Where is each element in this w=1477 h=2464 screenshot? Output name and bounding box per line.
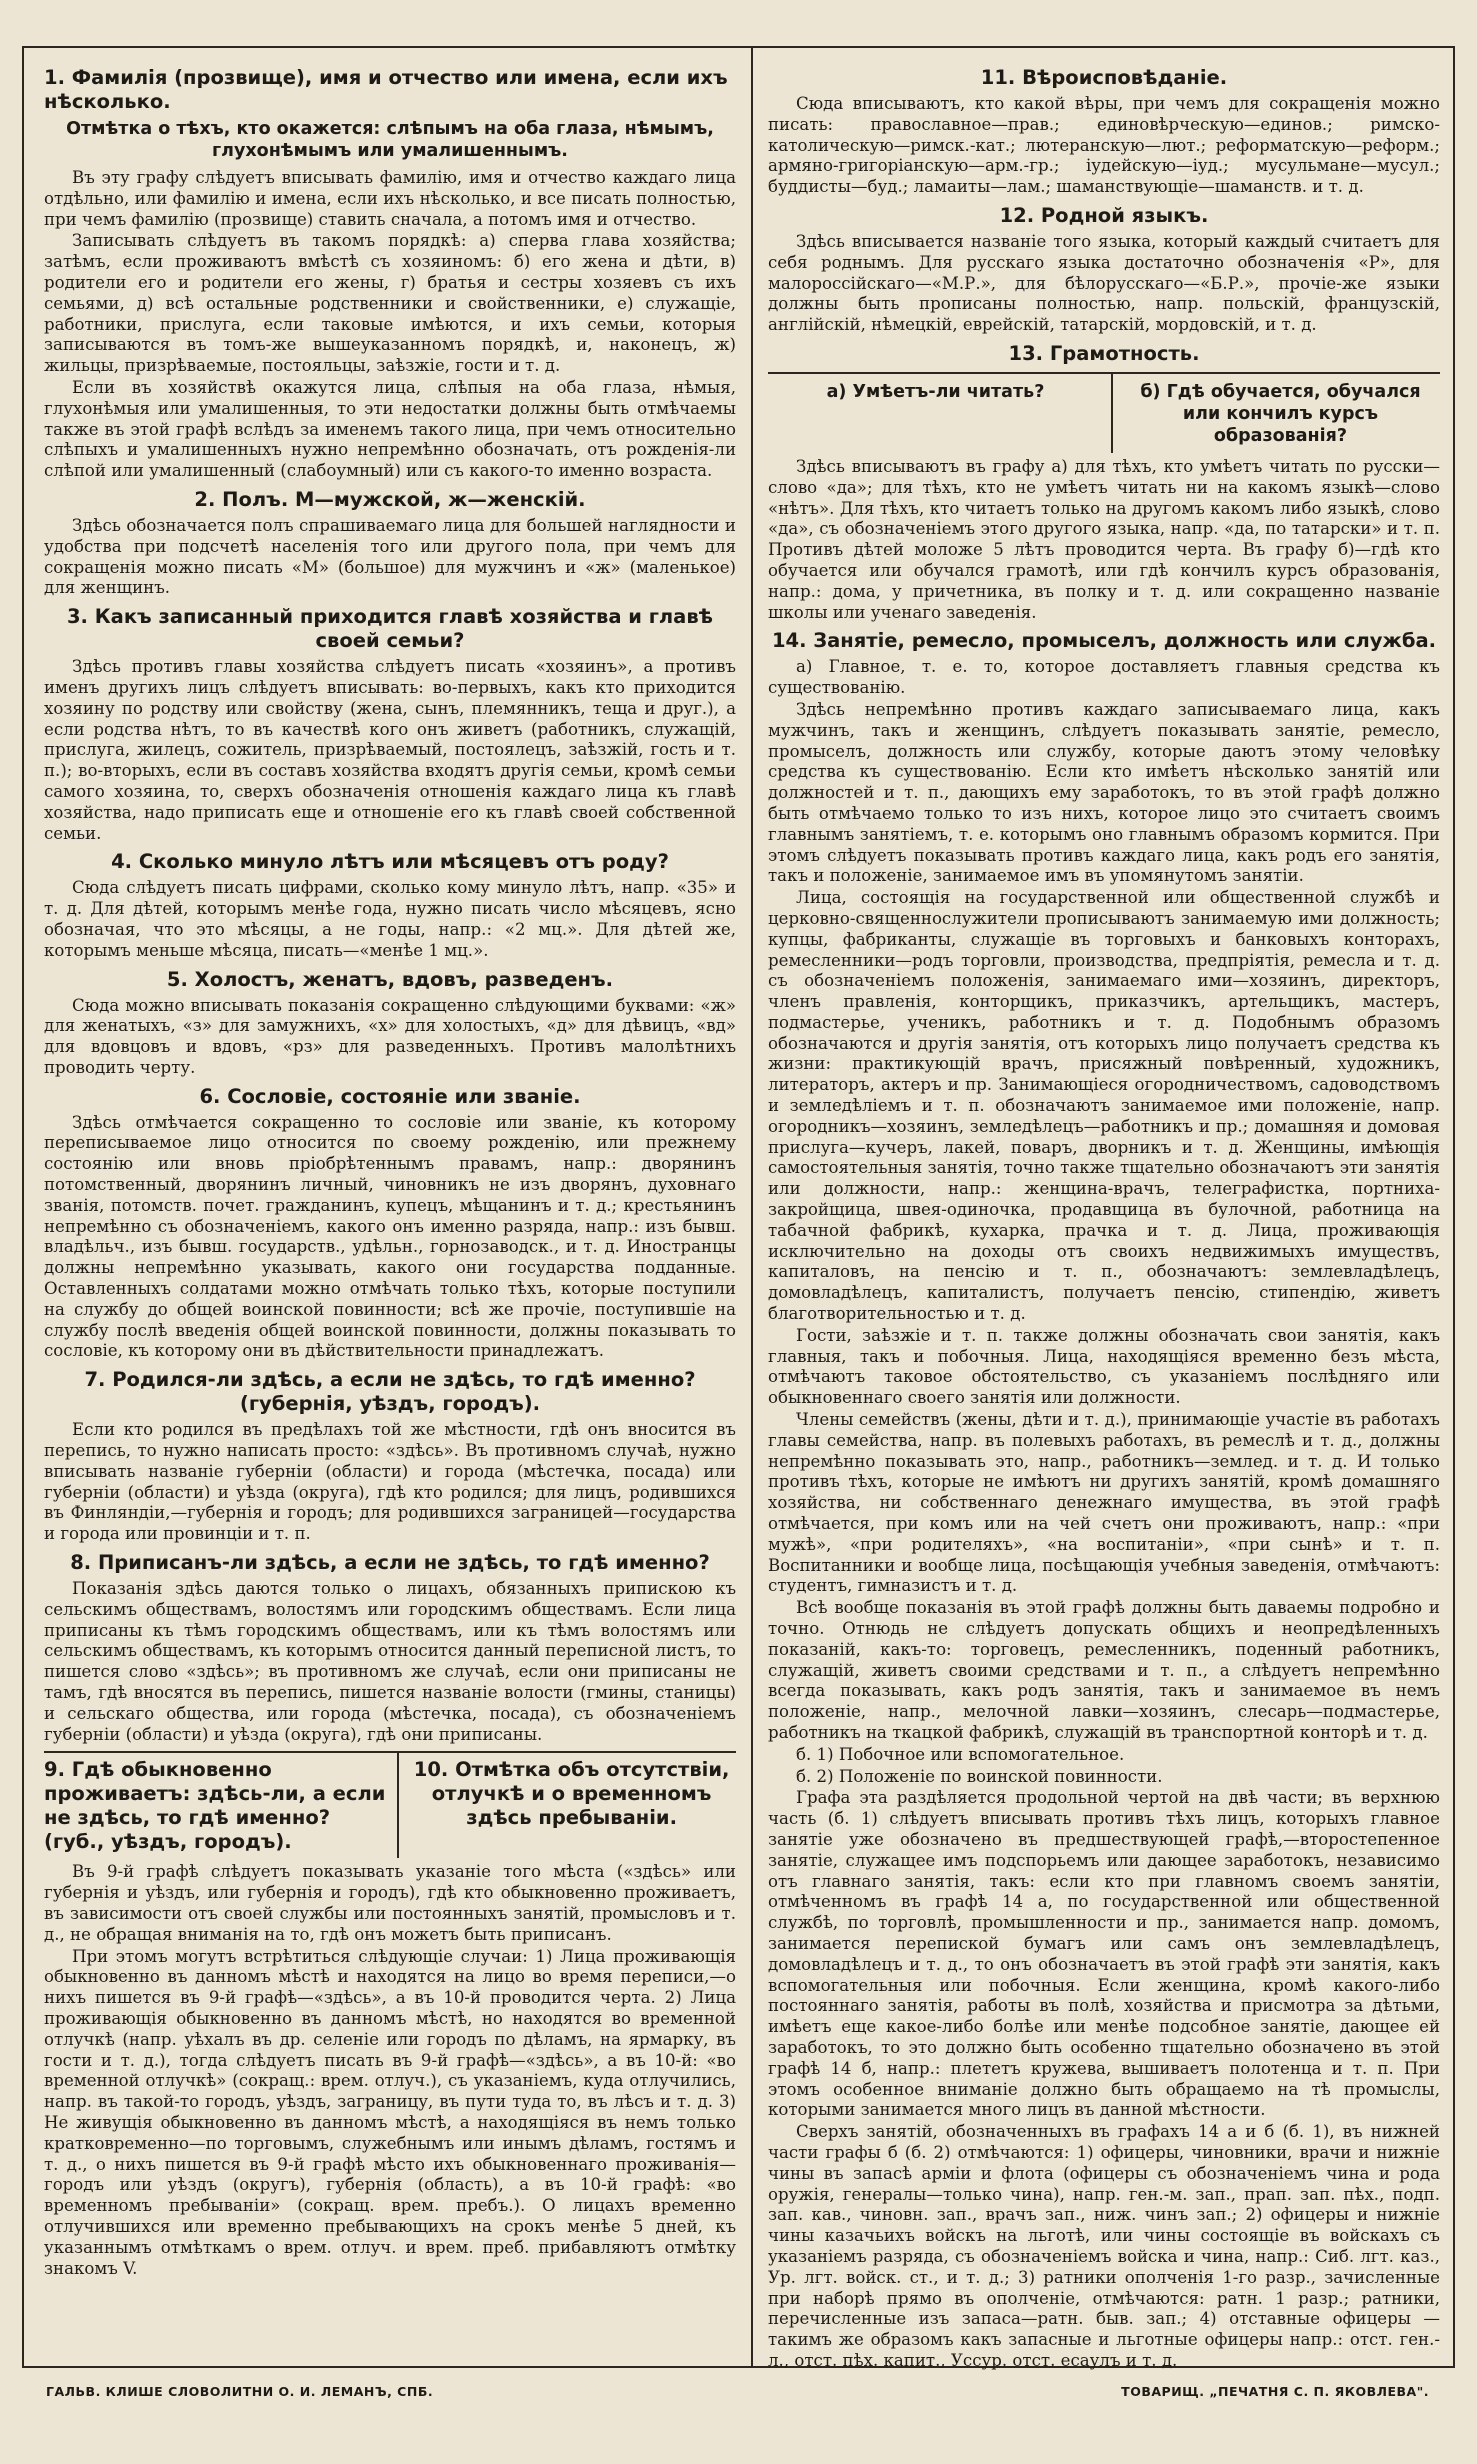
section-14-para-6: Всѣ вообще показанія въ этой графѣ должны быть даваемы подробно и точно. Отнюдь не слѣдуетъ допускать общихъ и неопредѣленныхъ показаній, какъ-то: торговецъ, ремесленникъ, поденный работникъ, служащій, живетъ своими средствами и т. п., а слѣдуетъ непремѣнно всегда показывать, какъ родъ занятія, такъ и занимаемое въ немъ положеніе, напр., мелочной лавки—хозяинъ, слесарь—подмастерье, работникъ на ткацкой фабрикѣ, служащій въ транспортной конторѣ и т. д. [768, 1598, 1440, 1742]
footer-left-imprint: ГАЛЬВ. КЛИШЕ СЛОВОЛИТНИ О. И. ЛЕМАНЪ, СПБ. [46, 2384, 434, 2399]
section-5-para-1: Сюда можно вписывать показанія сокращенно слѣдующими буквами: «ж» для женатыхъ, «з» для замужнихъ, «х» для холостыхъ, «д» для дѣвицъ, «вд» для вдовцовъ и вдовъ, «рз» для разведенныхъ. Противъ малолѣтнихъ проводить черту. [44, 995, 736, 1077]
section-11-para-1: Сюда вписываютъ, кто какой вѣры, при чемъ для сокращенія можно писать: православное—прав.; единовѣрческую—единов.; римско-католическую—римск.-кат.; лютеранскую—лют.; реформатскую—реформ.; армяно-григоріанскую—арм.-гр.; іудейскую—іуд.; мусульмане—мусул.; буддисты—буд.; ламаиты—лам.; шаманствующіе—шаманств. и т. д. [768, 94, 1440, 197]
section-4-title: 4. Сколько минуло лѣтъ или мѣсяцевъ отъ роду? [111, 850, 669, 874]
section-4-para-1: Сюда слѣдуетъ писать цифрами, сколько кому минуло лѣтъ, напр. «35» и т. д. Для дѣтей, которымъ менѣе года, нужно писать число мѣсяцевъ, ясно обозначая, что это мѣсяцы, а не годы, напр.: «2 мц.». Для дѣтей же, которымъ меньше мѣсяца, писать—«менѣе 1 мц.». [44, 878, 736, 960]
section-3-title: 3. Какъ записанный приходится главѣ хозяйства и главѣ своей семьи? [66, 605, 714, 653]
section-9-para-2: При этомъ могутъ встрѣтиться слѣдующіе случаи: 1) Лица проживающія обыкновенно въ данномъ мѣстѣ и находятся на лицо во время переписи,—о нихъ пишется въ 9-й графѣ—«здѣсь», а въ 10-й проводится черта. 2) Лица проживающія обыкновенно въ данномъ мѣстѣ, но находятся во временной отлучкѣ (напр. уѣхалъ въ др. селеніе или городъ по дѣламъ, на ярмарку, въ гости и т. д.), тогда слѣдуетъ писать въ 9-й графѣ—«здѣсь», а въ 10-й: «во временной отлучкѣ» (сокращ.: врем. отлуч.), съ указаніемъ, куда отлучились, напр. въ такой-то городъ, уѣздъ, заграницу, въ пути туда то, въ лѣсъ и т. д. 3) Не живущія обыкновенно въ данномъ мѣстѣ, а находящіяся въ немъ только кратковременно—по торговымъ, служебнымъ или инымъ дѣламъ, гостямъ и т. д., о нихъ пишется въ 9-й графѣ мѣсто ихъ обыкновеннаго проживанія—городъ или уѣздъ (округъ), губернія (область), а въ 10-й графѣ: «во временномъ пребываніи» (сокращ. врем. пребъ.). О лицахъ временно отлучившихся или временно пребывающихъ на срокъ менѣе 5 дней, къ указаннымъ отмѣткамъ о врем. отлуч. и врем. преб. прибавляютъ отмѣтку знакомъ V. [44, 1946, 736, 2278]
footer-right-imprint: ТОВАРИЩ. „ПЕЧАТНЯ С. П. ЯКОВЛЕВА". [1121, 2384, 1429, 2399]
section-14-b1-label: б. 1) Побочное или вспомогательное. [796, 1744, 1125, 1764]
section-13-title: 13. Грамотность. [1008, 341, 1200, 365]
section-1-para-3: Если въ хозяйствѣ окажутся лица, слѣпыя на оба глаза, нѣмыя, глухонѣмыя или умалишенныя, то эти недостатки должны быть отмѣчаемы также въ этой графѣ вслѣдъ за именемъ такого лица, при чемъ относительно слѣпыхъ и умалишенныхъ нужно непремѣнно обозначать, отъ рожденія-ли слѣпой или умалишенный (слабоумный) или съ какого-то именно возраста. [44, 377, 736, 481]
section-13-para-1: Здѣсь вписываютъ въ графу а) для тѣхъ, кто умѣетъ читать по русски—слово «да»; для тѣхъ, кто не умѣетъ читать ни на какомъ языкѣ—слово «нѣтъ». Для тѣхъ, кто читаетъ только на другомъ какомъ либо языкѣ, слово «да», съ обозначеніемъ этого другого языка, напр. «да, по татарски» и т. п. Противъ дѣтей моложе 5 лѣтъ проводится черта. Въ графу б)—гдѣ кто обучается или обучался грамотѣ, или гдѣ кончилъ курсъ образованія, напр.: дома, у причетника, въ полку и т. д. или сокращенно названіе школы или ученаго заведенія. [768, 456, 1440, 622]
section-9-para-1: Въ 9-й графѣ слѣдуетъ показывать указаніе того мѣста («здѣсь» или губернія и уѣздъ, или губернія и городъ), гдѣ кто обыкновенно проживаетъ, въ зависимости отъ своей службы или постоянныхъ занятій, промысловъ и т. д., не обращая вниманія на то, гдѣ онъ можетъ быть приписанъ. [44, 1862, 736, 1944]
section-14-para-8: Сверхъ занятій, обозначенныхъ въ графахъ 14 а и б (б. 1), въ нижней части графы б (б. 2) отмѣчаются: 1) офицеры, чиновники, врачи и нижніе чины въ запасѣ арміи и флота (офицеры съ обозначеніемъ чина и рода оружія, генералы—только чина), напр. ген.-м. зап., прап. зап. пѣх., подп. зап. кав., чиновн. зап., врачъ зап., ниж. чинъ зап.; 2) офицеры и нижніе чины казачьихъ войскъ на льготѣ, или чины состоящіе въ войскахъ съ указаніемъ разряда, съ обозначеніемъ войска и чина, напр.: Сиб. лгт. каз., Ур. лгт. войск. ст., и т. д.; 3) ратники ополченія 1-го разр., зачисленные при наборѣ прямо въ ополченіе, отмѣчаются: ратн. 1 разр.; ратники, перечисленные изъ запаса—ратн. быв. зап.; 4) отставные офицеры — такимъ же образомъ какъ запасные и льготные офицеры напр.: отст. ген.-л., отст. пѣх. капит., Уссур. отст. есаулъ и т. д. [768, 2122, 1440, 2370]
section-1-title: 1. Фамилія (прозвище), имя и отчество или имена, если ихъ нѣсколько. [44, 66, 728, 113]
section-10-title: 10. Отмѣтка объ отсутствіи, отлучкѣ и о временномъ здѣсь пребываніи. [413, 1758, 730, 1830]
section-14-para-1: а) Главное, т. е. то, которое доставляетъ главныя средства къ существованію. [768, 657, 1440, 698]
section-1-para-2: Записывать слѣдуетъ въ такомъ порядкѣ: а) сперва глава хозяйства; затѣмъ, если проживаютъ вмѣстѣ съ хозяиномъ: б) его жена и дѣти, в) родители его и родители его жены, г) братья и сестры хозяевъ съ ихъ семьями, д) всѣ остальные родственники и свойственники, е) служащіе, работники, прислуга, если таковые имѣются, и ихъ семьи, которыя записываются въ томъ-же вышеуказанномъ порядкѣ, и, наконецъ, ж) жильцы, призрѣваемые, постояльцы, заѣзжіе, гости и т. д. [44, 231, 736, 376]
section-14-title: 14. Занятіе, ремесло, промыселъ, должность или служба. [771, 629, 1437, 653]
section-6-title: 6. Сословіе, состояніе или званіе. [199, 1084, 581, 1108]
section-11-title: 11. Вѣроисповѣданіе. [980, 66, 1228, 89]
section-1-para-1: Въ эту графу слѣдуетъ вписывать фамилію, имя и отчество каждаго лица отдѣльно, или фамилію и имена, если ихъ нѣсколько, и все писать полностью, при чемъ фамилію (прозвище) ставить сначала, а потомъ имя и отчество. [44, 168, 736, 229]
section-7-title: 7. Родился-ли здѣсь, а если не здѣсь, то гдѣ именно? (губернія, уѣздъ, городъ). [84, 1368, 696, 1416]
section-14-para-7: Графа эта раздѣляется продольной чертой на двѣ части; въ верхнюю часть (б. 1) слѣдуетъ вписывать противъ тѣхъ лицъ, которыхъ главное занятіе уже обозначено въ предшествующей графѣ,—второстепенное занятіе, служащее имъ подспорьемъ или дающее заработокъ, независимо отъ главнаго занятія, такъ: если кто при главномъ своемъ занятіи, отмѣченномъ въ графѣ 14 а, по государственной или общественной службѣ, по торговлѣ, промышленности и пр., занимается напр. домомъ, занимается перепиской бумагъ или самъ онъ землевладѣлецъ, домовладѣлецъ и т. д., то онъ обозначаетъ въ этой графѣ эти занятія, какъ вспомогательныя или побочныя. Если женщина, кромѣ какого-либо постояннаго занятія, работы въ полѣ, хозяйства и присмотра за дѣтьми, имѣетъ еще какое-либо болѣе или менѣе подсобное занятіе, дающее ей заработокъ, то это должно быть особенно тщательно обозначено въ этой графѣ 14 б, напр.: плететъ кружева, вышиваетъ полотенца и т. п. При этомъ особенное вниманіе должно быть обращаемо на тѣ промыслы, которыми занимается много лицъ въ данной мѣстности. [768, 1788, 1440, 2120]
section-14-para-3: Лица, состоящія на государственной или общественной службѣ и церковно-священнослужители прописываютъ занимаемую ими должность; купцы, фабриканты, служащіе въ торговыхъ и банковыхъ конторахъ, ремесленники—родъ торговли, производства, предпріятія, ремесла и т. д. съ обозначеніемъ положенія, занимаемаго ими—хозяинъ, директоръ, членъ правленія, конторщикъ, приказчикъ, артельщикъ, мастеръ, подмастерье, ученикъ, работникъ и т. д. Подобнымъ образомъ обозначаются и другія занятія, отъ которыхъ лицо получаетъ средства къ жизни: практикующій врачъ, присяжный повѣренный, художникъ, литераторъ, актеръ и пр. Занимающіеся огородничествомъ, садоводствомъ и земледѣліемъ и т. п. обозначаютъ занимаемое ими положеніе, напр. огородникъ—хозяинъ, земледѣлецъ—работникъ и пр.; домашняя и домовая прислуга—кучеръ, лакей, поваръ, дворникъ и т. д. Женщины, имѣющія самостоятельныя занятія, точно также тщательно обозначаютъ эти занятія или должности, напр.: женщина-врачъ, телеграфистка, портниха-закройщица, швея-одиночка, продавщица въ булочной, работница на табачной фабрикѣ, кухарка, прачка и т. д. Лица, проживающія исключительно на доходы отъ своихъ недвижимыхъ имуществъ, капиталовъ, на пенсію и т. п., обозначаютъ: землевладѣлецъ, домовладѣлецъ, капиталистъ, получаетъ пенсію, стипендію, живетъ благотворительностью и т. д. [768, 888, 1440, 1324]
section-5-title: 5. Холостъ, женатъ, вдовъ, разведенъ. [166, 967, 614, 991]
section-3-para-1: Здѣсь противъ главы хозяйства слѣдуетъ писать «хозяинъ», а противъ именъ другихъ лицъ слѣдуетъ вписывать: во-первыхъ, какъ кто приходится хозяину по родству или свойству (жена, сынъ, племянникъ, теща и друг.), а если родства нѣтъ, то въ качествѣ кого онъ живетъ (работникъ, служащій, прислуга, жилецъ, сожитель, призрѣваемый, постоялецъ, заѣзжій, гость и т. п.); во-вторыхъ, если въ составъ хозяйства входятъ другія семьи, кромѣ семьи самого хозяина, то, сверхъ обозначенія отношенія каждаго лица къ главѣ хозяйства, надо приписать еще и отношеніе его къ главѣ своей собственной семьи. [44, 657, 736, 843]
section-6-para-1: Здѣсь отмѣчается сокращенно то сословіе или званіе, къ которому переписываемое лицо относится по своему рожденію, или прежнему состоянію или вновь пріобрѣтеннымъ правамъ, напр.: дворянинъ потомственный, дворянинъ личный, чиновникъ не изъ дворянъ, духовнаго званія, потомств. почет. гражданинъ, купецъ, мѣщанинъ и т. д.; крестьянинъ непремѣнно съ обозначеніемъ, какого онъ именно разряда, напр.: изъ бывш. владѣльч., изъ бывш. государств., удѣльн., горнозаводск., и т. д. Иностранцы должны непремѣнно указывать, какого они государства подданные. Оставленныхъ солдатами можно отмѣчать только тѣхъ, которые поступили на службу до общей воинской повинности; всѣ же прочіе, поступившіе на службу послѣ введенія общей воинской повинности, должны показывать то сословіе, къ которому они въ дѣйствительности принадлежатъ. [44, 1112, 736, 1361]
column-divider [751, 48, 753, 2366]
section-2-para-1: Здѣсь обозначается полъ спрашиваемаго лица для большей наглядности и удобства при подсчетѣ населенія того или другого пола, при чемъ для сокращенія можно писать «М» (большое) для мужчинъ и «ж» (маленькое) для женщинъ. [44, 515, 736, 598]
section-12-title: 12. Родной языкъ. [999, 203, 1209, 227]
section-14-para-5: Члены семействъ (жены, дѣти и т. д.), принимающіе участіе въ работахъ главы семейства, напр. въ полевыхъ работахъ, въ ремеслѣ и т. д., должны непремѣнно показывать это, напр., работникъ—землед. и т. д. И только противъ тѣхъ, которые не имѣютъ ни другихъ занятій, кромѣ домашняго хозяйства, ни собственнаго денежнаго имущества, въ этой графѣ отмѣчается, при комъ или на чей счетъ они проживаютъ, напр.: «при мужѣ», «при родителяхъ», «на воспитаніи», «при сынѣ» и т. п. Воспитанники и вообще лица, посѣщающія учебныя заведенія, отмѣчаютъ: студентъ, гимназистъ и т. д. [768, 1410, 1440, 1596]
section-14-para-2: Здѣсь непремѣнно противъ каждаго записываемаго лица, какъ мужчинъ, такъ и женщинъ, слѣдуетъ показывать занятіе, ремесло, промыселъ, должность или службу, которые даютъ этому человѣку средства къ существованію. Если кто имѣетъ нѣсколько занятій или должностей и т. п., дающихъ ему заработокъ, то въ этой графѣ должно быть отмѣчаемо только то изъ нихъ, которое лицо это считаетъ своимъ главнымъ занятіемъ, т. е. которымъ оно главнымъ образомъ кормится. При этомъ слѣдуетъ показывать противъ каждаго лица, какъ родъ его занятія, такъ и положеніе, занимаемое имъ въ упомянутомъ занятіи. [768, 699, 1440, 886]
section-13-subheaders [768, 372, 1440, 453]
section-9-title: 9. Гдѣ обыкновенно проживаетъ: здѣсь-ли, а если не здѣсь, то гдѣ именно? (губ., уѣздъ, городъ). [44, 1758, 386, 1854]
section-13a-label: а) Умѣетъ-ли читать? [826, 381, 1045, 402]
section-1-subtitle: Отмѣтка о тѣхъ, кто окажется: слѣпымъ на оба глаза, нѣмымъ, глухонѣмымъ или умалишеннымъ. [66, 119, 714, 161]
section-2-title: 2. Полъ. М—мужской, ж—женскій. [194, 487, 586, 511]
section-8-para-1: Показанія здѣсь даются только о лицахъ, обязанныхъ припискою къ сельскимъ обществамъ, волостямъ или городскимъ обществамъ. Если лица приписаны къ тѣмъ городскимъ обществамъ, или къ тѣмъ волостямъ или сельскимъ обществамъ, къ которымъ относится данный переписной листъ, то пишется слово «здѣсь»; въ противномъ же случаѣ, если они приписаны не тамъ, гдѣ вносятся въ перепись, пишется названіе волости (гмины, станицы) и сельскаго общества, или города (мѣстечка, посада), съ обозначеніемъ губерніи (области) и уѣзда (округа), гдѣ они приписаны. [44, 1579, 736, 1744]
section-14-b2-label: б. 2) Положеніе по воинской повинности. [796, 1766, 1163, 1786]
section-13b-label: б) Гдѣ обучается, обучался или кончилъ курсъ образованія? [1140, 381, 1421, 446]
section-14-para-4: Гости, заѣзжіе и т. п. также должны обозначать свои занятія, какъ главныя, такъ и побочныя. Лица, находящіяся временно безъ мѣста, отмѣчаютъ таковое обстоятельство, съ указаніемъ послѣдняго или обыкновеннаго своего занятія или должности. [768, 1325, 1440, 1408]
section-7-para-1: Если кто родился въ предѣлахъ той же мѣстности, гдѣ онъ вносится въ перепись, то нужно написать просто: «здѣсь». Въ противномъ случаѣ, нужно вписывать названіе губерніи (области) и города (мѣстечка, посада) или губерніи (области) и уѣзда (округа), гдѣ кто родился; для лицъ, родившихся въ Финляндіи,—губернія и городъ; для родившихся заграницей—государства и города или провинціи и т. п. [44, 1420, 736, 1544]
section-12-para-1: Здѣсь вписывается названіе того языка, который каждый считаетъ для себя роднымъ. Для русскаго языка достаточно обозначенія «Р», для малороссійскаго—«М.Р.», для бѣлорусскаго—«Б.Р.», прочіе-же языки должны быть прописаны полностью, напр. польскій, французскій, англійскій, нѣмецкій, еврейскій, татарскій, мордовскій, и т. д. [768, 231, 1440, 335]
sections-9-10-header [44, 1751, 736, 1858]
right-column [768, 60, 1440, 2370]
section-8-title: 8. Приписанъ-ли здѣсь, а если не здѣсь, то гдѣ именно? [70, 1551, 710, 1575]
left-column [44, 60, 736, 2352]
